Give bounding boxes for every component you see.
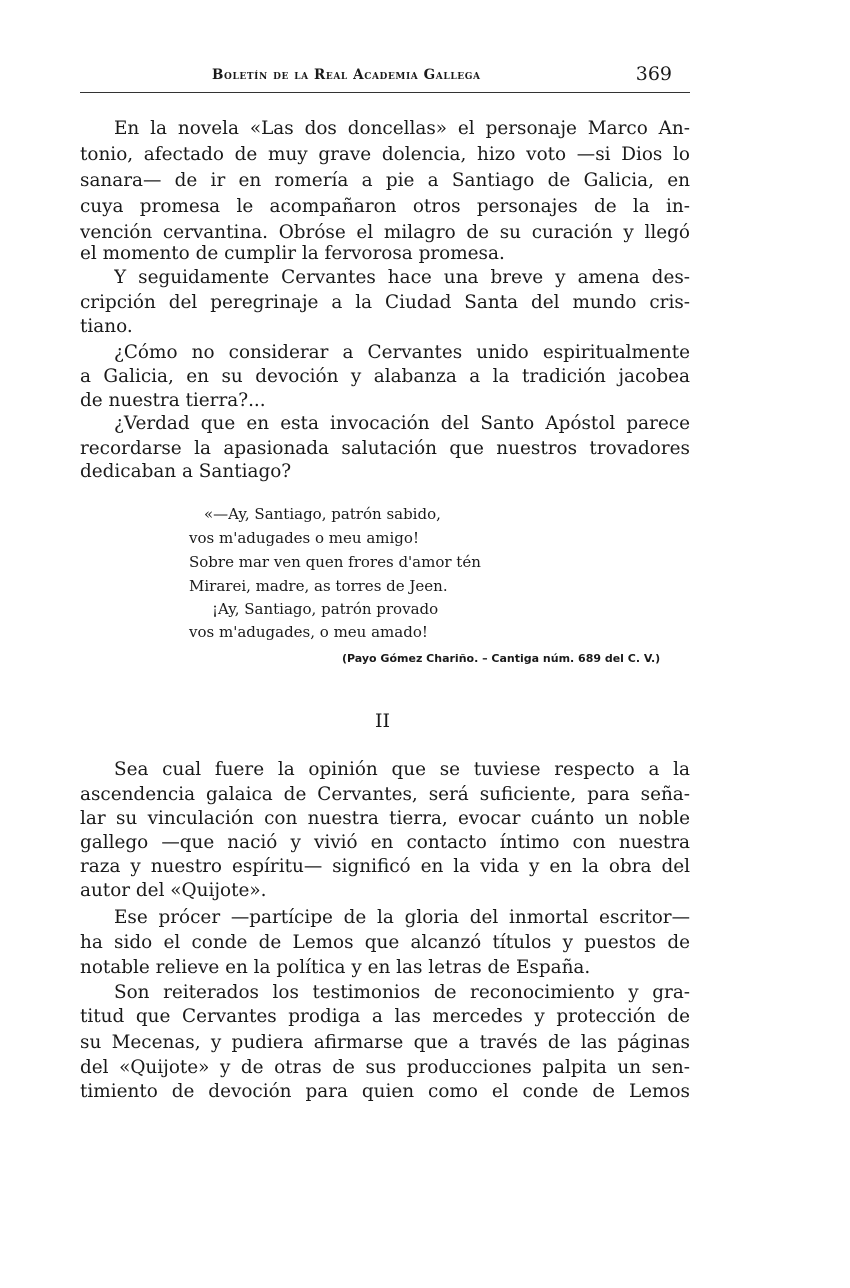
text-line: recordarse la apasionada salutación que nuestros trovadores — [80, 438, 690, 459]
text-line: a Galicia, en su devoción y alabanza a la tradición jacobea — [80, 366, 690, 387]
page-number: 369 — [635, 63, 672, 85]
text-line: ha sido el conde de Lemos que alcanzó títulos y puestos de — [80, 932, 690, 953]
journal-title: Boletín de la Real Academia Gallega — [212, 67, 481, 83]
text-line: notable relieve en la política y en las letras de España. — [80, 957, 591, 978]
verse-citation: (Payo Gómez Chariño. – Cantiga núm. 689 del C. V.) — [342, 652, 661, 665]
running-header — [80, 62, 690, 93]
text-line: gallego —que nació y vivió en contacto íntimo con nuestra — [80, 832, 690, 853]
text-line: vención cervantina. Obróse el milagro de su curación y llegó — [80, 222, 690, 243]
verse-line: Mirarei, madre, as torres de Jeen. — [189, 577, 448, 595]
text-line: Sea cual fuere la opinión que se tuviese respecto a la — [114, 759, 690, 780]
text-line: su Mecenas, y pudiera afirmarse que a través de las páginas — [80, 1032, 690, 1053]
text-line: Ese prócer —partícipe de la gloria del inmortal escritor— — [114, 907, 690, 928]
text-line: ¿Verdad que en esta invocación del Santo Apóstol parece — [114, 413, 690, 434]
verse-line: vos m'adugades o meu amigo! — [189, 529, 419, 547]
text-line: tiano. — [80, 316, 133, 337]
text-line: Son reiterados los testimonios de reconocimiento y gra- — [114, 982, 690, 1003]
text-line: el momento de cumplir la fervorosa promesa. — [80, 243, 505, 264]
text-line: lar su vinculación con nuestra tierra, evocar cuánto un noble — [80, 808, 690, 829]
text-line: timiento de devoción para quien como el conde de Lemos — [80, 1081, 690, 1102]
verse-line: «—Ay, Santiago, patrón sabido, — [204, 505, 441, 523]
text-line: de nuestra tierra?... — [80, 390, 266, 411]
text-line: Y seguidamente Cervantes hace una breve y amena des- — [114, 267, 690, 288]
text-line: cuya promesa le acompañaron otros personajes de la in- — [80, 196, 690, 217]
verse-line: Sobre mar ven quen frores d'amor tén — [189, 553, 481, 571]
text-line: autor del «Quijote». — [80, 880, 267, 901]
text-line: ascendencia galaica de Cervantes, será suficiente, para seña- — [80, 784, 690, 805]
text-line: titud que Cervantes prodiga a las mercedes y protección de — [80, 1006, 690, 1027]
section-number: II — [375, 710, 391, 732]
text-line: del «Quijote» y de otras de sus producciones palpita un sen- — [80, 1057, 690, 1078]
text-line: cripción del peregrinaje a la Ciudad Santa del mundo cris- — [80, 292, 690, 313]
text-line: En la novela «Las dos doncellas» el personaje Marco An- — [114, 118, 690, 139]
text-line: sanara— de ir en romería a pie a Santiago de Galicia, en — [80, 170, 690, 191]
text-line: ¿Cómo no considerar a Cervantes unido espiritualmente — [114, 342, 690, 363]
text-line: dedicaban a Santiago? — [80, 461, 292, 482]
text-line: tonio, afectado de muy grave dolencia, hizo voto —si Dios lo — [80, 144, 690, 165]
text-line: raza y nuestro espíritu— significó en la vida y en la obra del — [80, 856, 690, 877]
verse-line: ¡Ay, Santiago, patrón provado — [212, 600, 439, 618]
verse-line: vos m'adugades, o meu amado! — [189, 623, 428, 641]
